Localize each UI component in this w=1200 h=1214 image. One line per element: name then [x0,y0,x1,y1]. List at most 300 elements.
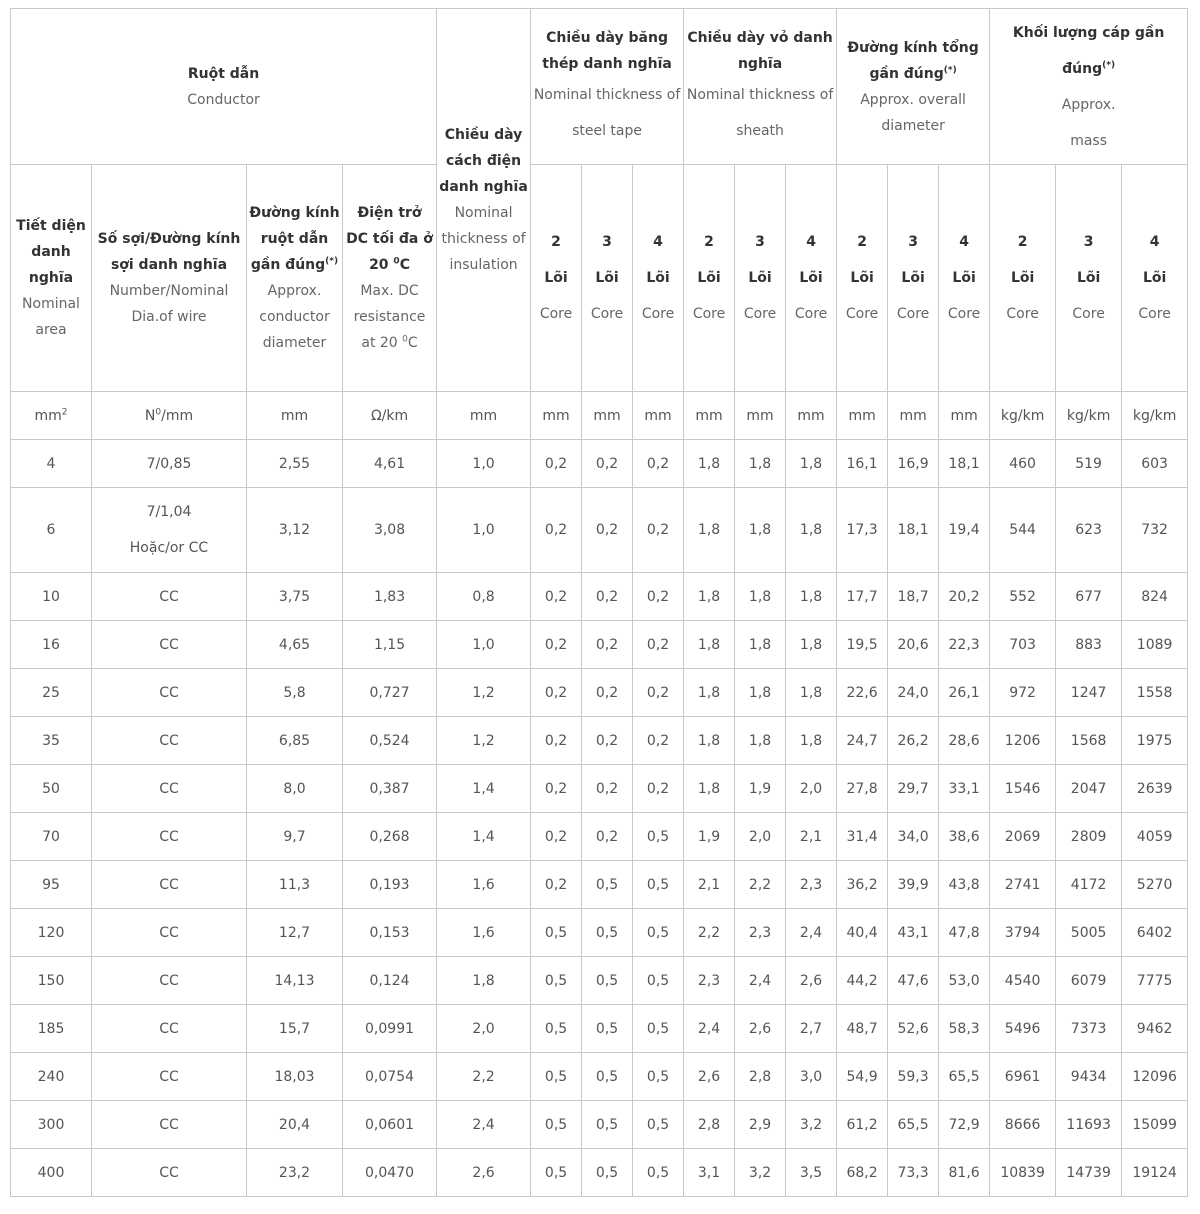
table-cell: 0,2 [531,861,582,909]
table-cell: 0,5 [633,861,684,909]
table-cell: 6,85 [247,717,343,765]
table-cell: 519 [1056,440,1122,488]
table-cell: 6402 [1122,909,1188,957]
table-cell: 9434 [1056,1053,1122,1101]
table-cell: 18,1 [939,440,990,488]
table-cell: 48,7 [837,1005,888,1053]
table-cell: 5005 [1056,909,1122,957]
table-cell: 300 [11,1101,92,1149]
table-cell: 0,2 [582,717,633,765]
table-cell: 47,6 [888,957,939,1005]
table-cell: 2,1 [786,813,837,861]
table-cell: 0,0470 [343,1149,437,1197]
header-wire: Số sợi/Đường kính sợi danh nghĩa Number/Nominal Dia.of wire [92,165,247,392]
table-cell: 24,0 [888,669,939,717]
table-cell: 240 [11,1053,92,1101]
table-cell: 53,0 [939,957,990,1005]
table-cell: 11,3 [247,861,343,909]
table-cell: 2,4 [437,1101,531,1149]
header-nominal-area: Tiết diện danh nghĩa Nominal area [11,165,92,392]
table-cell: 26,2 [888,717,939,765]
table-cell: 2,9 [735,1101,786,1149]
table-cell: 2,6 [735,1005,786,1053]
header-conductor-diameter: Đường kính ruột dẫn gần đúng(*) Approx. conductor diameter [247,165,343,392]
table-cell: 0,727 [343,669,437,717]
table-cell: 3,12 [247,488,343,573]
table-cell: CC [92,573,247,621]
table-cell: 732 [1122,488,1188,573]
table-cell: 150 [11,957,92,1005]
table-cell: 0,5 [582,1101,633,1149]
core-header: 4 Lõi Core [1122,165,1188,392]
table-cell: 2,6 [684,1053,735,1101]
table-cell: 2,2 [735,861,786,909]
table-cell: 0,153 [343,909,437,957]
table-cell: 3,75 [247,573,343,621]
unit-cell: kg/km [1056,392,1122,440]
table-cell: 29,7 [888,765,939,813]
table-cell: 1558 [1122,669,1188,717]
table-cell: 1,8 [684,488,735,573]
table-cell: 44,2 [837,957,888,1005]
table-cell: 9462 [1122,1005,1188,1053]
table-cell: 27,8 [837,765,888,813]
table-cell: 17,3 [837,488,888,573]
core-header: 3 Lõi Core [582,165,633,392]
table-cell: 6961 [990,1053,1056,1101]
table-cell: 34,0 [888,813,939,861]
unit-cell: mm [837,392,888,440]
table-cell: 1,8 [684,440,735,488]
table-cell: 20,6 [888,621,939,669]
table-cell: 2,4 [786,909,837,957]
table-cell: 3,2 [735,1149,786,1197]
table-cell: 2809 [1056,813,1122,861]
table-cell: 35 [11,717,92,765]
core-header: 2 Lõi Core [684,165,735,392]
table-cell: 18,03 [247,1053,343,1101]
table-cell: 0,268 [343,813,437,861]
table-cell: 0,5 [582,1149,633,1197]
table-cell: 1,8 [735,573,786,621]
table-cell: 0,5 [633,1101,684,1149]
core-header: 3 Lõi Core [1056,165,1122,392]
table-cell: 0,2 [531,621,582,669]
table-cell: 15,7 [247,1005,343,1053]
table-cell: 2,4 [735,957,786,1005]
table-cell: 2,3 [786,861,837,909]
unit-cell: mm [684,392,735,440]
unit-cell: $mm^2$ [11,392,92,440]
core-header: 3 Lõi Core [888,165,939,392]
core-header: 4 Lõi Core [633,165,684,392]
table-cell: 0,5 [633,957,684,1005]
table-cell: 0,0601 [343,1101,437,1149]
table-cell: 14,13 [247,957,343,1005]
table-cell: 1,83 [343,573,437,621]
table-cell: 6079 [1056,957,1122,1005]
table-cell: 1,4 [437,813,531,861]
table-row [11,1149,1188,1197]
table-cell: 0,5 [531,1005,582,1053]
core-header: 3 Lõi Core [735,165,786,392]
table-cell: CC [92,1149,247,1197]
table-cell: 24,7 [837,717,888,765]
unit-cell: mm [437,392,531,440]
table-row [11,861,1188,909]
table-cell: 5496 [990,1005,1056,1053]
table-cell: 1,8 [786,717,837,765]
table-cell: 7373 [1056,1005,1122,1053]
table-cell: 2,0 [786,765,837,813]
table-cell: CC [92,765,247,813]
table-cell: 81,6 [939,1149,990,1197]
table-cell: 22,3 [939,621,990,669]
table-cell: 3794 [990,909,1056,957]
table-cell: 185 [11,1005,92,1053]
table-cell: 1,2 [437,669,531,717]
table-cell: CC [92,957,247,1005]
unit-cell: mm [247,392,343,440]
table-cell: 603 [1122,440,1188,488]
table-cell: 7/0,85 [92,440,247,488]
table-cell: 1089 [1122,621,1188,669]
table-cell: 39,9 [888,861,939,909]
table-cell: 1,8 [735,669,786,717]
table-cell: 0,5 [633,909,684,957]
table-cell: 38,6 [939,813,990,861]
table-cell: 16,9 [888,440,939,488]
table-cell: 1,9 [684,813,735,861]
table-cell: 4172 [1056,861,1122,909]
table-cell: 400 [11,1149,92,1197]
header-overall-diameter: Đường kính tổng gần đúng(*) Approx. overall diameter [837,9,990,165]
table-cell: CC [92,1053,247,1101]
table-cell: 1,2 [437,717,531,765]
table-cell: 544 [990,488,1056,573]
table-cell: 54,9 [837,1053,888,1101]
table-cell: 1,8 [786,440,837,488]
table-cell: 2,3 [735,909,786,957]
table-cell: 14739 [1056,1149,1122,1197]
table-cell: 0,5 [582,957,633,1005]
table-cell: 0,5 [531,1149,582,1197]
table-row [11,957,1188,1005]
table-cell: CC [92,813,247,861]
table-cell: 3,0 [786,1053,837,1101]
table-cell: 9,7 [247,813,343,861]
table-cell: 65,5 [888,1101,939,1149]
table-cell: 1,6 [437,909,531,957]
table-cell: CC [92,717,247,765]
table-cell: 0,2 [633,669,684,717]
table-cell: 3,2 [786,1101,837,1149]
unit-cell: mm [735,392,786,440]
table-cell: 19,4 [939,488,990,573]
table-cell: 703 [990,621,1056,669]
table-row [11,669,1188,717]
unit-cell: mm [786,392,837,440]
table-cell: 2,6 [437,1149,531,1197]
table-cell: 0,5 [633,1149,684,1197]
table-cell: 6 [11,488,92,573]
table-cell: 43,8 [939,861,990,909]
table-cell: 4059 [1122,813,1188,861]
table-cell: 0,2 [633,717,684,765]
table-cell: 68,2 [837,1149,888,1197]
unit-cell: mm [531,392,582,440]
table-cell: 0,2 [633,621,684,669]
table-cell: 61,2 [837,1101,888,1149]
table-cell: 31,4 [837,813,888,861]
table-row [11,1053,1188,1101]
table-cell: 0,2 [582,669,633,717]
unit-cell: Ω/km [343,392,437,440]
header-mass: Khối lượng cáp gần đúng(*) Approx. mass [990,9,1188,165]
table-row [11,573,1188,621]
wire-value: 7/1,04 [146,504,192,520]
table-cell: CC [92,1005,247,1053]
table-cell: 7775 [1122,957,1188,1005]
table-cell: CC [92,909,247,957]
table-cell: 95 [11,861,92,909]
header-dc-resistance: Điện trở DC tối đa ở 20 $^0$C Max. DC resistance at 20 $^0$C [343,165,437,392]
table-cell: 2,8 [684,1101,735,1149]
table-cell: 0,2 [582,765,633,813]
table-cell: 0,5 [633,813,684,861]
table-cell: 2,1 [684,861,735,909]
table-cell: 23,2 [247,1149,343,1197]
table-cell: 1,8 [684,669,735,717]
table-cell: 2639 [1122,765,1188,813]
table-cell: CC [92,621,247,669]
table-cell: 0,2 [582,488,633,573]
header-steel-tape: Chiều dày băng thép danh nghĩa Nominal thickness of steel tape [531,9,684,165]
table-cell: 0,2 [582,621,633,669]
table-cell: 1,8 [786,669,837,717]
table-cell: 1,8 [786,488,837,573]
table-row [11,1101,1188,1149]
table-cell: 3,08 [343,488,437,573]
table-cell: 2,0 [735,813,786,861]
table-cell: 0,2 [531,765,582,813]
table-row [11,488,1188,573]
table-cell: 52,6 [888,1005,939,1053]
table-cell: 11693 [1056,1101,1122,1149]
table-cell: 1,0 [437,621,531,669]
table-cell: 70 [11,813,92,861]
table-cell: 5270 [1122,861,1188,909]
table-cell: 16,1 [837,440,888,488]
table-cell: 1,8 [786,621,837,669]
table-cell: 0,2 [531,488,582,573]
table-cell: 22,6 [837,669,888,717]
table-cell: 883 [1056,621,1122,669]
core-header: 2 Lõi Core [837,165,888,392]
table-cell: 1,0 [437,440,531,488]
table-cell: 120 [11,909,92,957]
table-cell: 72,9 [939,1101,990,1149]
table-cell: 0,5 [531,909,582,957]
table-cell: 8,0 [247,765,343,813]
table-cell: 12,7 [247,909,343,957]
table-cell: 677 [1056,573,1122,621]
table-cell: 0,193 [343,861,437,909]
unit-cell: $N^0/mm$ [92,392,247,440]
table-cell: CC [92,861,247,909]
table-cell: 1,8 [684,573,735,621]
table-cell: 15099 [1122,1101,1188,1149]
table-cell: 0,2 [531,669,582,717]
table-cell: 65,5 [939,1053,990,1101]
header-sheath: Chiều dày vỏ danh nghĩa Nominal thickness of sheath [684,9,837,165]
table-cell: 10 [11,573,92,621]
table-cell: 552 [990,573,1056,621]
table-cell: 36,2 [837,861,888,909]
table-cell: 2,2 [684,909,735,957]
table-cell: 0,5 [582,1005,633,1053]
table-cell: 2741 [990,861,1056,909]
table-cell: 59,3 [888,1053,939,1101]
table-row [11,440,1188,488]
table-cell: 1,6 [437,861,531,909]
table-cell: 0,5 [582,1053,633,1101]
header-insulation: Chiều dày cách điện danh nghĩa Nominal thickness of insulation [437,9,531,392]
table-cell: 16 [11,621,92,669]
table-cell: 2,7 [786,1005,837,1053]
table-cell: 0,5 [633,1053,684,1101]
table-cell: 3,1 [684,1149,735,1197]
table-cell: 12096 [1122,1053,1188,1101]
table-cell: 0,387 [343,765,437,813]
header-conductor: Ruột dẫn Conductor [11,9,437,165]
table-cell: 3,5 [786,1149,837,1197]
table-cell: 0,0991 [343,1005,437,1053]
table-cell: 20,4 [247,1101,343,1149]
units-row [11,392,1188,440]
table-cell: 1,8 [735,440,786,488]
table-cell: 1,8 [735,717,786,765]
table-cell: 0,2 [582,813,633,861]
table-cell: 50 [11,765,92,813]
table-cell: 1,8 [786,573,837,621]
table-cell: 0,5 [531,957,582,1005]
table-cell: 58,3 [939,1005,990,1053]
table-cell: 1247 [1056,669,1122,717]
table-cell: 25 [11,669,92,717]
cable-spec-table [10,8,1188,1197]
table-cell: 0,5 [582,861,633,909]
table-cell: 2,8 [735,1053,786,1101]
table-cell: 20,2 [939,573,990,621]
table-row [11,909,1188,957]
table-cell: 1546 [990,765,1056,813]
table-cell: 1,4 [437,765,531,813]
table-cell: 1,9 [735,765,786,813]
table-cell: 19124 [1122,1149,1188,1197]
table-cell: 2,3 [684,957,735,1005]
table-cell: CC [92,669,247,717]
table-cell: 8666 [990,1101,1056,1149]
table-cell: 19,5 [837,621,888,669]
table-cell: 0,5 [582,909,633,957]
table-cell: 5,8 [247,669,343,717]
table-cell: 824 [1122,573,1188,621]
table-cell: CC [92,1101,247,1149]
table-cell: 0,5 [633,1005,684,1053]
core-header: 2 Lõi Core [990,165,1056,392]
table-row [11,1005,1188,1053]
table-cell: 623 [1056,488,1122,573]
table-cell: 1,8 [684,765,735,813]
table-cell: 4,65 [247,621,343,669]
table-row [11,813,1188,861]
unit-cell: kg/km [1122,392,1188,440]
table-cell: 0,524 [343,717,437,765]
table-cell: 0,2 [531,717,582,765]
core-header: 2 Lõi Core [531,165,582,392]
unit-cell: kg/km [990,392,1056,440]
table-cell: 0,2 [633,488,684,573]
table-cell: 0,2 [582,440,633,488]
table-row [11,621,1188,669]
table-cell: 18,7 [888,573,939,621]
table-cell: 0,2 [633,573,684,621]
table-cell: 1206 [990,717,1056,765]
table-cell: 1,8 [437,957,531,1005]
table-cell: 0,124 [343,957,437,1005]
table-cell: 0,0754 [343,1053,437,1101]
table-cell: 1,8 [684,717,735,765]
table-cell: 17,7 [837,573,888,621]
table-row [11,717,1188,765]
table-cell: 4 [11,440,92,488]
unit-cell: mm [939,392,990,440]
table-cell: 2,0 [437,1005,531,1053]
table-cell: 40,4 [837,909,888,957]
table-cell: 1,0 [437,488,531,573]
table-cell: 43,1 [888,909,939,957]
table-cell: 2,2 [437,1053,531,1101]
table-cell: 2,55 [247,440,343,488]
table-cell: 1568 [1056,717,1122,765]
table-cell: 1,15 [343,621,437,669]
table-cell: 0,2 [582,573,633,621]
table-cell: 26,1 [939,669,990,717]
table-cell: 18,1 [888,488,939,573]
table-cell: 28,6 [939,717,990,765]
table-cell: 0,8 [437,573,531,621]
table-cell: 73,3 [888,1149,939,1197]
table-cell: 0,2 [531,813,582,861]
table-cell: 2069 [990,813,1056,861]
core-header: 4 Lõi Core [786,165,837,392]
unit-cell: mm [582,392,633,440]
table-cell: 2047 [1056,765,1122,813]
table-cell: 1,8 [735,488,786,573]
wire-alt-value: Hoặc/or CC [129,540,209,556]
table-cell: 0,2 [633,765,684,813]
table-cell: 4,61 [343,440,437,488]
table-cell: 1,8 [735,621,786,669]
table-cell: 0,5 [531,1101,582,1149]
table-cell: 2,6 [786,957,837,1005]
unit-cell: mm [633,392,684,440]
table-cell: 4540 [990,957,1056,1005]
table-cell: 2,4 [684,1005,735,1053]
table-cell: 0,5 [531,1053,582,1101]
table-cell: 460 [990,440,1056,488]
